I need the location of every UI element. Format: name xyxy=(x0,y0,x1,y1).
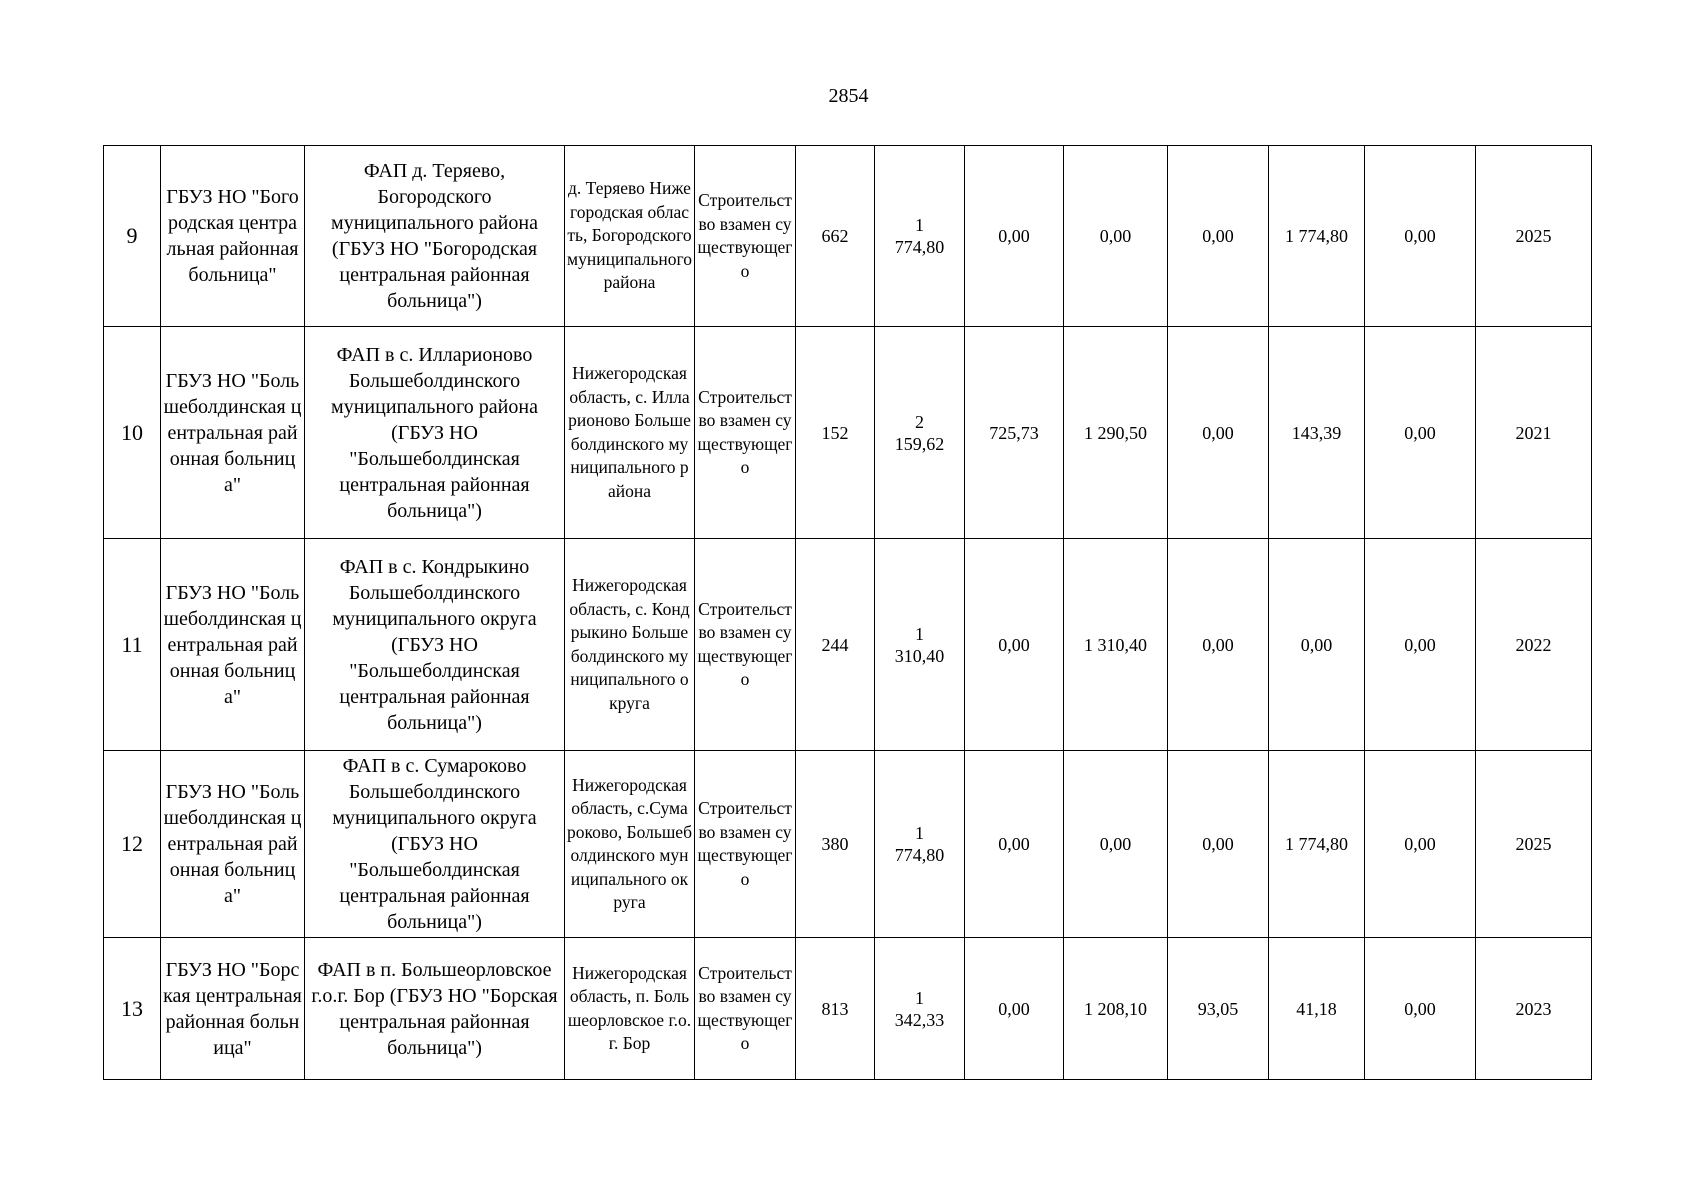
cost-col-2-cell: 0,00 xyxy=(1064,146,1168,327)
cost-col-5-cell: 0,00 xyxy=(1365,938,1476,1080)
row-number: 13 xyxy=(104,938,161,1080)
table-row xyxy=(104,146,1592,327)
cost-col-1-cell: 0,00 xyxy=(965,539,1064,751)
cost-col-1-cell: 0,00 xyxy=(965,751,1064,938)
cost-col-2-cell: 0,00 xyxy=(1064,751,1168,938)
work-type-cell: Строительство взамен существующего xyxy=(695,539,796,751)
table-row xyxy=(104,539,1592,751)
row-number: 10 xyxy=(104,327,161,539)
work-type-cell: Строительство взамен существующего xyxy=(695,327,796,539)
population-cell: 244 xyxy=(796,539,875,751)
organization-cell: ГБУЗ НО "Богородская центральная районная больница" xyxy=(161,146,305,327)
cost-col-2-cell: 1 208,10 xyxy=(1064,938,1168,1080)
object-name-cell: ФАП в с. Кондрыкино Большеболдинского муниципального округа (ГБУЗ НО "Большеболдинская центральная районная больница") xyxy=(305,539,565,751)
total-cost-value: 1 774,80 xyxy=(894,215,945,257)
cost-col-1-cell: 0,00 xyxy=(965,938,1064,1080)
cost-col-5-cell: 0,00 xyxy=(1365,146,1476,327)
cost-col-4-cell: 143,39 xyxy=(1269,327,1365,539)
row-number: 12 xyxy=(104,751,161,938)
work-type-cell: Строительство взамен существующего xyxy=(695,751,796,938)
organization-cell: ГБУЗ НО "Борская центральная районная больница" xyxy=(161,938,305,1080)
total-cost-value: 1 342,33 xyxy=(894,987,945,1030)
completion-year-cell: 2025 xyxy=(1476,751,1592,938)
total-cost-cell xyxy=(875,146,965,327)
address-cell: Нижегородская область, с.Сумароково, Большеболдинского муниципального округа xyxy=(565,751,695,938)
cost-col-3-cell: 0,00 xyxy=(1168,751,1269,938)
cost-col-3-cell: 0,00 xyxy=(1168,327,1269,539)
organization-cell: ГБУЗ НО "Большеболдинская центральная районная больница" xyxy=(161,327,305,539)
cost-col-5-cell: 0,00 xyxy=(1365,751,1476,938)
table-row xyxy=(104,327,1592,539)
population-cell: 380 xyxy=(796,751,875,938)
cost-col-2-cell: 1 310,40 xyxy=(1064,539,1168,751)
cost-col-5-cell: 0,00 xyxy=(1365,327,1476,539)
total-cost-value: 1 774,80 xyxy=(894,823,945,865)
organization-cell: ГБУЗ НО "Большеболдинская центральная районная больница" xyxy=(161,751,305,938)
address-cell: д. Теряево Нижегородская область, Богородского муниципального района xyxy=(565,146,695,327)
total-cost-cell xyxy=(875,938,965,1080)
work-type-cell: Строительство взамен существующего xyxy=(695,938,796,1080)
table-body xyxy=(104,146,1592,1080)
row-number: 11 xyxy=(104,539,161,751)
table-row xyxy=(104,938,1592,1080)
organization-cell: ГБУЗ НО "Большеболдинская центральная районная больница" xyxy=(161,539,305,751)
total-cost-cell xyxy=(875,327,965,539)
address-cell: Нижегородская область, с. Кондрыкино Большеболдинского муниципального округа xyxy=(565,539,695,751)
cost-col-3-cell: 93,05 xyxy=(1168,938,1269,1080)
object-name-cell: ФАП в с. Илларионово Большеболдинского муниципального района (ГБУЗ НО "Большеболдинская центральная районная больница") xyxy=(305,327,565,539)
total-cost-value: 1 310,40 xyxy=(894,623,945,666)
population-cell: 662 xyxy=(796,146,875,327)
cost-col-4-cell: 1 774,80 xyxy=(1269,146,1365,327)
population-cell: 152 xyxy=(796,327,875,539)
cost-col-1-cell: 0,00 xyxy=(965,146,1064,327)
object-name-cell: ФАП д. Теряево, Богородского муниципального района (ГБУЗ НО "Богородская центральная районная больница") xyxy=(305,146,565,327)
table-row xyxy=(104,751,1592,938)
cost-col-1-cell: 725,73 xyxy=(965,327,1064,539)
completion-year-cell: 2023 xyxy=(1476,938,1592,1080)
total-cost-cell xyxy=(875,539,965,751)
cost-col-3-cell: 0,00 xyxy=(1168,146,1269,327)
total-cost-cell xyxy=(875,751,965,938)
address-cell: Нижегородская область, п. Большеорловское г.о.г. Бор xyxy=(565,938,695,1080)
fap-construction-table xyxy=(103,145,1592,1080)
cost-col-5-cell: 0,00 xyxy=(1365,539,1476,751)
cost-col-4-cell: 1 774,80 xyxy=(1269,751,1365,938)
cost-col-2-cell: 1 290,50 xyxy=(1064,327,1168,539)
address-cell: Нижегородская область, с. Илларионово Большеболдинского муниципального района xyxy=(565,327,695,539)
cost-col-4-cell: 41,18 xyxy=(1269,938,1365,1080)
completion-year-cell: 2022 xyxy=(1476,539,1592,751)
total-cost-value: 2 159,62 xyxy=(894,411,945,454)
cost-col-4-cell: 0,00 xyxy=(1269,539,1365,751)
completion-year-cell: 2021 xyxy=(1476,327,1592,539)
completion-year-cell: 2025 xyxy=(1476,146,1592,327)
cost-col-3-cell: 0,00 xyxy=(1168,539,1269,751)
work-type-cell: Строительство взамен существующего xyxy=(695,146,796,327)
population-cell: 813 xyxy=(796,938,875,1080)
object-name-cell: ФАП в с. Сумароково Большеболдинского муниципального округа (ГБУЗ НО "Большеболдинская центральная районная больница") xyxy=(305,751,565,938)
row-number: 9 xyxy=(104,146,161,327)
object-name-cell: ФАП в п. Большеорловское г.о.г. Бор (ГБУЗ НО "Борская центральная районная больница") xyxy=(305,938,565,1080)
page-number: 2854 xyxy=(828,85,869,107)
